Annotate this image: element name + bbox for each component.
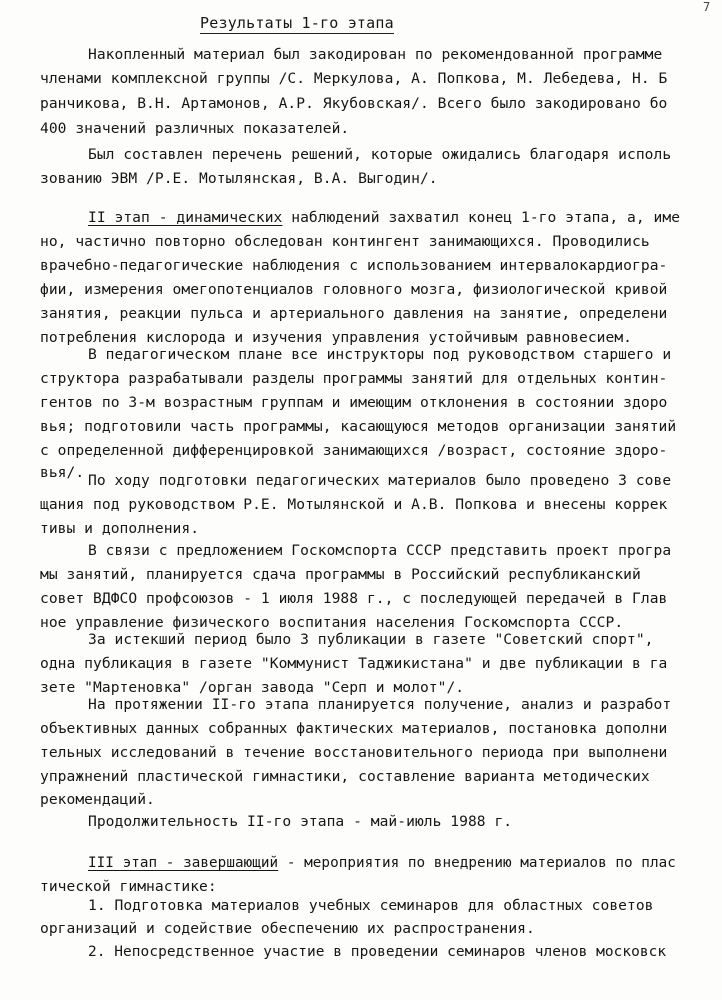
body-text-line: На протяжении II-го этапа планируется получение, анализ и разработ — [88, 696, 672, 713]
body-text-line: занятия, реакции пульса и артериального давления на занятие, определени — [40, 305, 668, 322]
body-text-line: 400 значений различных показателей. — [40, 120, 350, 137]
page-corner-mark: 7 — [703, 0, 711, 14]
body-text-line: но, частично повторно обследован контингент занимающихся. Проводились — [40, 233, 650, 250]
body-text-line: одна публикация в газете "Коммунист Таджикистана" и две публикации в га — [40, 655, 668, 672]
body-text-line: II этап - динамических наблюдений захватил конец 1-го этапа, а, име — [88, 209, 681, 226]
body-text-line: щания под руководством Р.Е. Мотылянской и А.В. Попкова и внесены коррек — [40, 496, 668, 513]
body-text-line: ранчикова, В.Н. Артамонов, А.Р. Якубовская/. Всего было закодировано бо — [40, 95, 668, 112]
body-text-line: За истекший период было 3 публикации в газете "Советский спорт", — [88, 631, 654, 648]
body-text-line: ное управление физического воспитания населения Госкомспорта СССР. — [40, 614, 624, 631]
body-text-line: структора разрабатывали разделы программы занятий для отдельных контин- — [40, 370, 668, 387]
section-heading: Результаты 1-го этапа — [200, 14, 394, 32]
body-text-line: Накопленный материал был закодирован по рекомендованной программе — [88, 46, 663, 63]
body-text-line: потребления кислорода и изучения управления устойчивым равновесием. — [40, 329, 633, 346]
body-text-line: В педагогическом плане все инструкторы под руководством старшего и — [88, 346, 672, 363]
body-text-line: По ходу подготовки педагогических материалов было проведено 3 сове — [88, 472, 672, 489]
body-text-line: тивы и дополнения. — [40, 520, 200, 537]
body-text-line: В связи с предложением Госкомспорта СССР представить проект програ — [88, 542, 672, 559]
body-text-line: Продолжительность II-го этапа - май-июль 1988 г. — [88, 813, 513, 830]
body-text-line: фии, измерения омегопотенциалов головного мозга, физиологической кривой — [40, 281, 668, 298]
body-text-line: вья/. — [40, 464, 85, 481]
body-text-line: членами комплексной группы /С. Меркулова, А. Попкова, М. Лебедева, Н. Б — [40, 70, 668, 87]
body-text-line: 2. Непосредственное участие в проведении семинаров членов московск — [88, 943, 667, 960]
body-text-line: зете "Мартеновка" /орган завода "Серп и молот"/. — [40, 679, 465, 696]
body-text-line: упражнений пластической гимнастики, составление варианта методических — [40, 768, 650, 785]
body-text-line: организаций и содействие обеспечению их распространения. — [40, 920, 535, 937]
body-text-line: объективных данных собранных фактических материалов, постановка дополни — [40, 720, 668, 737]
body-text-line: тической гимнастике: — [40, 878, 217, 895]
body-text-line: гентов по 3-м возрастным группам и имеющим отклонения в состоянии здоро — [40, 394, 668, 411]
body-text-line: тельных исследований в течение восстановительного периода при выполнени — [40, 744, 668, 761]
body-text-line: совет ВДФСО профсоюзов - 1 июля 1988 г., с последующей передачей в Глав — [40, 590, 668, 607]
body-text-line: рекомендаций. — [40, 791, 155, 808]
body-text-line: с определенной дифференцировкой занимающихся /возраст, состояние здоро- — [40, 442, 668, 459]
body-text-line: врачебно-педагогические наблюдения с использованием интервалокардиогра- — [40, 257, 668, 274]
body-text-line: III этап - завершающий - мероприятия по внедрению материалов по плас — [88, 854, 676, 871]
body-text-line: 1. Подготовка материалов учебных семинаров для областных советов — [88, 897, 654, 914]
body-text-line: вья; подготовили часть программы, касающуюся методов организации занятий — [40, 418, 677, 435]
body-text-line: Был составлен перечень решений, которые ожидались благодаря исполь — [88, 146, 672, 163]
body-text-line: мы занятий, планируется сдача программы в Российский республиканский — [40, 566, 641, 583]
body-text-line: зованию ЭВМ /Р.Е. Мотылянская, В.А. Выгодин/. — [40, 170, 438, 187]
